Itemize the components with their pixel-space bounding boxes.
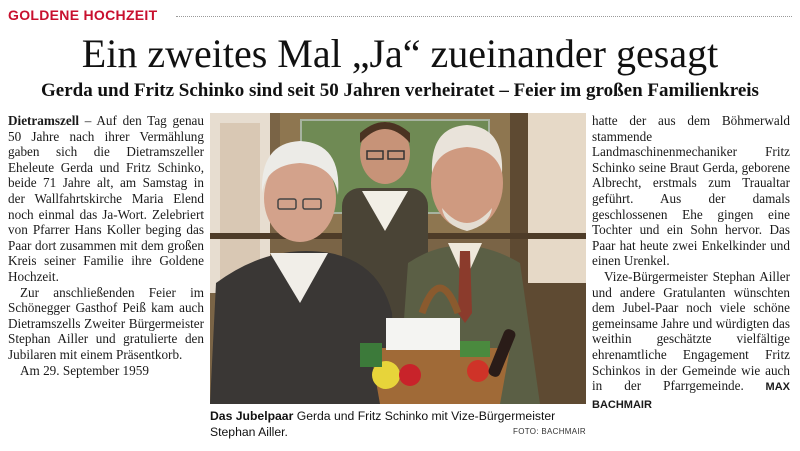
rubric-bar [8,4,792,26]
congratulations-text: Vize-Bürgermeister Stephan Ailler und andere Gratulanten wünschten dem Jubel-Paar noch viele schöne gemeinsame Jahre und würdigten das weithin geschätzte vielfältige ehrenamtliche Engagement Fritz Schinkos in der Gemeinde wie auch in der Pfarrgemeinde. [592,268,790,394]
rubric-dotted-rule [176,16,792,17]
article-photo [210,113,586,404]
caption-lead: Das Jubelpaar [210,409,294,423]
lead-text: – Auf den Tag genau 50 Jahre nach ihrer Vermählung gaben sich die Dietramszeller Eheleute Gerda und Fritz Schinko, beide 71 Jahre alt, am Samstag in der Wallfahrtskirche Maria Elend noch einmal das Ja-Wort. Zelebriert von Pfarrer Hans Koller beging das Paar dort zusammen mit dem großen Kreis seiner Familie ihre Goldene Hochzeit. [8,113,204,284]
article-headline: Ein zweites Mal „Ja“ zueinander gesagt [81,31,719,76]
article-column-left [8,113,204,378]
dateline-city: Dietramszell [8,113,80,128]
paragraph-date-start: Am 29. September 1959 [20,362,149,378]
section-rubric: GOLDENE HOCHZEIT [8,7,158,23]
author-byline: MAX BACHMAIR [592,381,791,411]
article-column-right [592,113,790,413]
paragraph-lead [8,113,204,285]
photo-credit: FOTO: BACHMAIR [513,427,586,436]
article-subheadline: Gerda und Fritz Schinko sind seit 50 Jahren verheiratet – Feier im großen Familienkreis [41,80,759,101]
photo-caption [210,408,586,440]
paragraph-celebration: Zur anschließenden Feier im Schönegger Gasthof Peiß kam auch Dietramszells Zweiter Bürgermeister Stephan Ailler und gratulierte den Jubilaren mit einem Präsentkorb. [8,284,204,362]
caption-text: Gerda und Fritz Schinko mit Vize-Bürgermeister Stephan Ailler. [210,409,556,439]
paragraph-history: hatte der aus dem Böhmerwald stammende Landmaschinenmechaniker Fritz Schinko seine Braut Gerda, geborene Albrecht, erstmals zum Traualtar geführt. Aus der damals geschlossenen Ehe gingen eine Tochter und ein Sohn hervor. Das Paar hat heute zwei Enkelkinder und einen Urenkel. [592,113,790,269]
paragraph-congratulations [592,269,790,413]
